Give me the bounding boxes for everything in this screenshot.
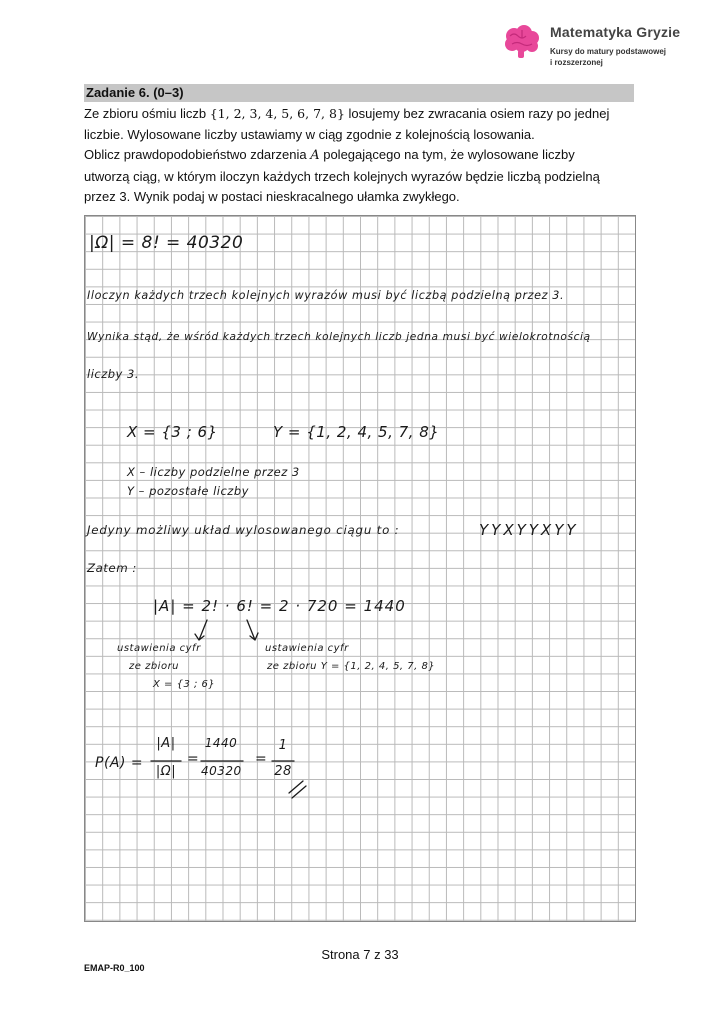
fraction-3-numerator: 1 <box>278 738 288 753</box>
logo-subtitle-line1: Kursy do matury podstawowej <box>550 47 667 56</box>
note-x-line-1: ustawienia cyfr <box>117 643 201 654</box>
answer-underline-marks <box>289 781 306 798</box>
task-line-4: utworzą ciąg, w którym iloczyn każdych trzech kolejnych wyrazów będzie liczbą podzielną <box>84 168 600 184</box>
solution-sentence-3: liczby 3. <box>87 367 139 381</box>
task-title: Zadanie 6. (0–3) <box>86 85 184 100</box>
note-x-line-3: X = {3 ; 6} <box>153 679 216 690</box>
number-set: {1, 2, 3, 4, 5, 6, 7, 8} <box>209 106 345 121</box>
logo-subtitle <box>550 46 700 68</box>
omega-formula: |Ω| = 8! = 40320 <box>89 233 244 253</box>
set-y: Y = {1, 2, 4, 5, 7, 8} <box>273 423 440 441</box>
task-line-3-text-b: polegającego na tym, że wylosowane liczby <box>323 147 575 162</box>
task-statement <box>84 104 644 208</box>
task-line-3-text-a: Oblicz prawdopodobieństwo zdarzenia <box>84 147 307 162</box>
solution-sentence-2: Wynika stąd, że wśród każdych trzech kolejnych liczb jedna musi być wielokrotnością <box>87 331 591 343</box>
document-code: EMAP-R0_100 <box>84 963 145 973</box>
equals-sign-2: = <box>255 751 268 767</box>
note-y-line-2: ze zbioru Y = {1, 2, 4, 5, 7, 8} <box>267 661 436 672</box>
task-line-5-text-b: Wynik podaj w postaci nieskracalnego ułamka zwykłego. <box>133 189 460 204</box>
brain-icon <box>502 24 542 60</box>
definition-x: X – liczby podzielne przez 3 <box>127 465 300 479</box>
handwritten-strokes <box>85 216 635 921</box>
task-line-1-text-a: Ze zbioru ośmiu liczb <box>84 106 207 121</box>
zatem-label: Zatem : <box>87 561 137 575</box>
task-line-1 <box>84 104 644 125</box>
task-line-1-text-b: losujemy bez zwracania osiem razy po jednej <box>348 106 610 121</box>
fraction-2-denominator: 40320 <box>201 764 242 778</box>
fraction-1-numerator: |A| <box>156 736 176 751</box>
set-x: X = {3 ; 6} <box>127 423 218 441</box>
task-line-2: liczbie. Wylosowane liczby ustawiamy w ciąg zgodnie z kolejnością losowania. <box>84 126 535 142</box>
fraction-1-denominator: |Ω| <box>155 764 177 779</box>
note-y-line-1: ustawienia cyfr <box>265 643 349 654</box>
task-line-5-text-a: przez <box>84 189 116 204</box>
arrangement-label: Jedyny możliwy układ wylosowanego ciągu to : <box>87 523 400 537</box>
definition-y: Y – pozostałe liczby <box>127 484 249 498</box>
probability-label: P(A) = <box>95 755 144 771</box>
logo-subtitle-line2: i rozszerzonej <box>550 58 603 67</box>
fraction-3-denominator: 28 <box>274 764 292 779</box>
task-line-5 <box>84 187 644 208</box>
note-x-line-2: ze zbioru <box>129 661 180 672</box>
logo <box>502 22 712 72</box>
logo-title: Matematyka Gryzie <box>550 24 681 40</box>
task-header-bar <box>84 84 634 102</box>
equals-sign-1: = <box>187 751 200 767</box>
task-line-3 <box>84 145 644 167</box>
answer-grid <box>84 215 636 922</box>
arrow-to-y-note <box>247 620 258 640</box>
task-line-5-number: 3. <box>119 189 131 204</box>
arrangement-sequence: YYXYYXYY <box>479 521 579 539</box>
arrow-to-x-note <box>195 620 207 640</box>
event-variable: A <box>310 148 320 163</box>
solution-sentence-1: Iloczyn każdych trzech kolejnych wyrazów musi być liczbą podzielną przez 3. <box>87 289 565 302</box>
page-number: Strona 7 z 33 <box>321 947 399 962</box>
event-a-calculation: |A| = 2! · 6! = 2 · 720 = 1440 <box>153 597 406 615</box>
fraction-2-numerator: 1440 <box>204 736 238 750</box>
